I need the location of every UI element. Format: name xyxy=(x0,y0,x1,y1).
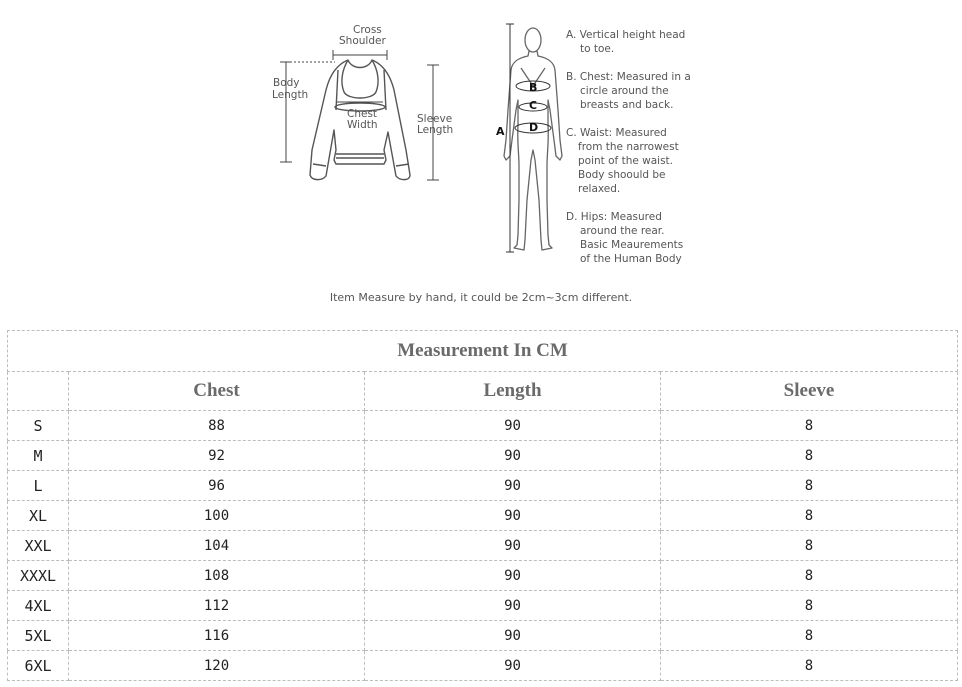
legend-c-4: Body shoould be xyxy=(578,169,666,181)
length-cell: 90 xyxy=(365,591,661,621)
table-row xyxy=(8,501,958,531)
length-cell: 90 xyxy=(365,411,661,441)
size-cell: XL xyxy=(8,501,69,531)
table-title: Measurement In CM xyxy=(8,331,958,372)
chest-width-label-1: Chest xyxy=(347,108,378,120)
marker-d: D xyxy=(529,121,539,134)
sleeve-cell: 8 xyxy=(661,531,958,561)
chest-cell: 88 xyxy=(69,411,365,441)
length-cell: 90 xyxy=(365,531,661,561)
size-cell: M xyxy=(8,441,69,471)
length-cell: 90 xyxy=(365,471,661,501)
legend-a-2: to toe. xyxy=(580,43,615,55)
measurement-diagram xyxy=(0,0,962,320)
header-size xyxy=(8,372,69,411)
body-length-label-1: Body xyxy=(273,77,300,89)
sleeve-length-label-2: Length xyxy=(417,124,454,136)
legend-d-2: around the rear. xyxy=(580,225,665,237)
header-chest: Chest xyxy=(69,372,365,411)
size-cell: XXXL xyxy=(8,561,69,591)
legend-d-3: Basic Meaurements xyxy=(580,239,684,251)
table-row xyxy=(8,591,958,621)
legend-a-1: A. Vertical height head xyxy=(566,29,686,41)
chest-cell: 96 xyxy=(69,471,365,501)
legend-b-3: breasts and back. xyxy=(580,99,674,111)
sleeve-cell: 8 xyxy=(661,591,958,621)
legend-c-5: relaxed. xyxy=(578,183,621,195)
size-table xyxy=(7,330,958,681)
legend-c-2: from the narrowest xyxy=(578,141,679,153)
legend-c-3: point of the waist. xyxy=(578,155,674,167)
chest-cell: 104 xyxy=(69,531,365,561)
legend-b-2: circle around the xyxy=(580,85,669,97)
table-row xyxy=(8,531,958,561)
marker-c: C xyxy=(529,99,538,112)
marker-b: B xyxy=(529,81,538,94)
sleeve-cell: 8 xyxy=(661,621,958,651)
chest-width-label-2: Width xyxy=(347,119,378,131)
body-length-label-2: Length xyxy=(272,89,309,101)
size-cell: L xyxy=(8,471,69,501)
length-cell: 90 xyxy=(365,621,661,651)
sleeve-cell: 8 xyxy=(661,471,958,501)
sleeve-cell: 8 xyxy=(661,441,958,471)
header-sleeve: Sleeve xyxy=(661,372,958,411)
legend-c-1: C. Waist: Measured xyxy=(566,127,667,139)
table-row xyxy=(8,471,958,501)
legend-b-1: B. Chest: Measured in a xyxy=(566,71,691,83)
table-row xyxy=(8,561,958,591)
chest-cell: 100 xyxy=(69,501,365,531)
header-length: Length xyxy=(365,372,661,411)
legend-d-1: D. Hips: Measured xyxy=(566,211,662,223)
table-row xyxy=(8,621,958,651)
sleeve-length-label-1: Sleeve xyxy=(417,113,453,125)
size-cell: 5XL xyxy=(8,621,69,651)
measurement-note: Item Measure by hand, it could be 2cm~3cm different. xyxy=(329,291,633,304)
length-cell: 90 xyxy=(365,441,661,471)
table-row xyxy=(8,411,958,441)
table-row xyxy=(8,441,958,471)
chest-cell: 108 xyxy=(69,561,365,591)
legend-d-4: of the Human Body xyxy=(580,253,682,265)
chest-cell: 92 xyxy=(69,441,365,471)
chest-cell: 116 xyxy=(69,621,365,651)
length-cell: 90 xyxy=(365,501,661,531)
sleeve-cell: 8 xyxy=(661,501,958,531)
sleeve-cell: 8 xyxy=(661,561,958,591)
length-cell: 90 xyxy=(365,651,661,681)
size-cell: S xyxy=(8,411,69,441)
chest-cell: 120 xyxy=(69,651,365,681)
size-cell: 4XL xyxy=(8,591,69,621)
sleeve-cell: 8 xyxy=(661,651,958,681)
size-cell: 6XL xyxy=(8,651,69,681)
table-row xyxy=(8,651,958,681)
marker-a: A xyxy=(496,125,505,138)
sleeve-cell: 8 xyxy=(661,411,958,441)
size-cell: XXL xyxy=(8,531,69,561)
cross-shoulder-label-1: Cross xyxy=(353,24,382,36)
length-cell: 90 xyxy=(365,561,661,591)
chest-cell: 112 xyxy=(69,591,365,621)
cross-shoulder-label-2: Shoulder xyxy=(339,35,386,47)
body-figure-illustration xyxy=(504,28,562,250)
